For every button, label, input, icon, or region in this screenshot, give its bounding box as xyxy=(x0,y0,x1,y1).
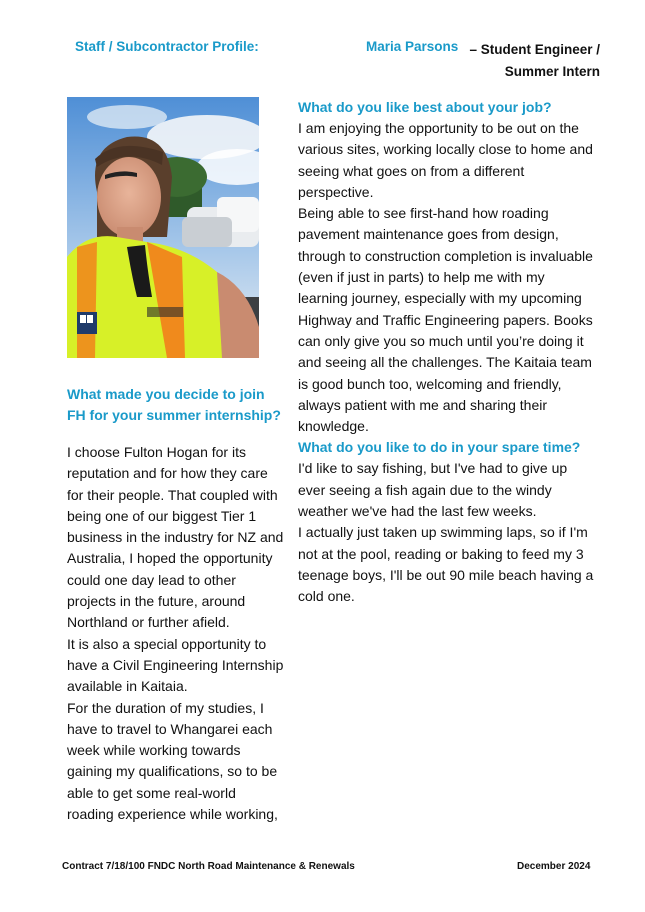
left-paragraph: It is also a special opportunity to have a Civil Engineering Internship available in Kaitaia. xyxy=(67,635,284,695)
question-spare-time: What do you like to do in your spare time? xyxy=(298,439,581,456)
footer-date: December 2024 xyxy=(517,861,591,872)
left-question: What made you decide to join FH for your summer internship? xyxy=(67,386,281,423)
question-best-about-job: What do you like best about your job? xyxy=(298,99,552,115)
profile-label: Staff / Subcontractor Profile: xyxy=(75,39,259,54)
staff-role: – Student Engineer / Summer Intern xyxy=(469,42,600,79)
right-paragraph: I'd like to say fishing, but I've had to give up ever seeing a fish again due to the windy weather we've had the last few weeks. xyxy=(298,460,568,520)
left-answer xyxy=(67,442,285,825)
footer-contract: Contract 7/18/100 FNDC North Road Maintenance & Renewals xyxy=(62,861,355,872)
right-column xyxy=(298,97,598,608)
staff-name: Maria Parsons xyxy=(366,39,459,54)
left-paragraph: I choose Fulton Hogan for its reputation and for how they care for their people. That coupled with being one of our biggest Tier 1 business in the industry for NZ and Australia, I hoped the opportunity could one day lead to other projects in the future, around Northland or further afield. xyxy=(67,444,284,631)
right-paragraph: I actually just taken up swimming laps, so if I'm not at the pool, reading or baking to feed my 3 teenage boys, I'll be out 90 mile beach having a cold one. xyxy=(298,524,594,605)
left-paragraph: For the duration of my studies, I have to travel to Whangarei each week while working towards gaining my qualifications, so to be able to get some real-world roading experience while working, xyxy=(67,699,278,823)
right-paragraph: Being able to see first-hand how roading pavement maintenance goes from design, through to construction completion is invaluable (even if just in parts) to help me with my learning journey, especially with my upcoming Highway and Traffic Engineering papers. Books can only give you so much until you’re doing it and seeing all the challenges. The Kaitaia team is good bunch too, welcoming and friendly, always patient with me and sharing their knowledge. xyxy=(298,205,593,435)
profile-photo xyxy=(67,97,259,358)
right-paragraph: I am enjoying the opportunity to be out on the various sites, working locally close to home and seeing what goes on from a different perspective. xyxy=(298,120,593,200)
